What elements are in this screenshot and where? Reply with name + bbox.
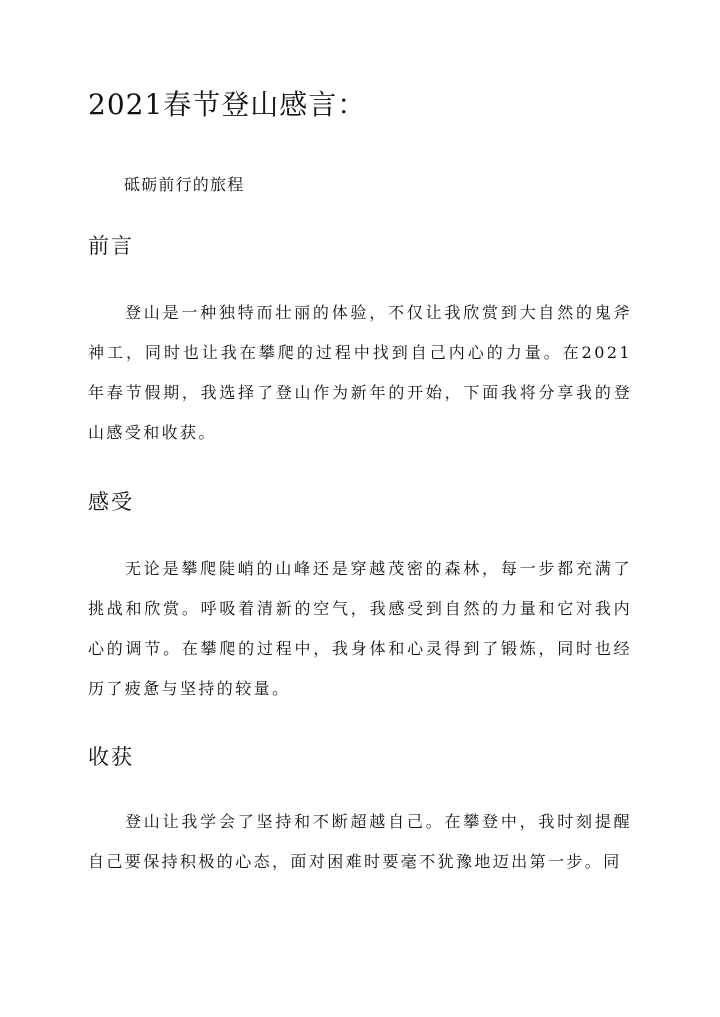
document-subtitle: 砥砺前行的旅程	[124, 175, 245, 194]
section-heading-gains: 收获	[88, 745, 134, 769]
section-heading-intro: 前言	[88, 234, 134, 258]
section-heading-feelings: 感受	[88, 490, 134, 514]
section-paragraph-intro: 登山是一种独特而壮丽的体验，不仅让我欣赏到大自然的鬼斧神工，同时也让我在攀爬的过程中找到自己内心的力量。在2021年春节假期，我选择了登山作为新年的开始，下面我将分享我的登山感受和收获。	[88, 303, 632, 442]
document-title: 2021春节登山感言：	[88, 88, 367, 121]
section-paragraph-feelings: 无论是攀爬陡峭的山峰还是穿越茂密的森林，每一步都充满了挑战和欣赏。呼吸着清新的空气，我感受到自然的力量和它对我内心的调节。在攀爬的过程中，我身体和心灵得到了锻炼，同时也经历了疲惫与坚持的较量。	[88, 559, 632, 698]
section-paragraph-gains: 登山让我学会了坚持和不断超越自己。在攀登中，我时刻提醒自己要保持积极的心态，面对困难时要毫不犹豫地迈出第一步。同	[88, 812, 632, 871]
